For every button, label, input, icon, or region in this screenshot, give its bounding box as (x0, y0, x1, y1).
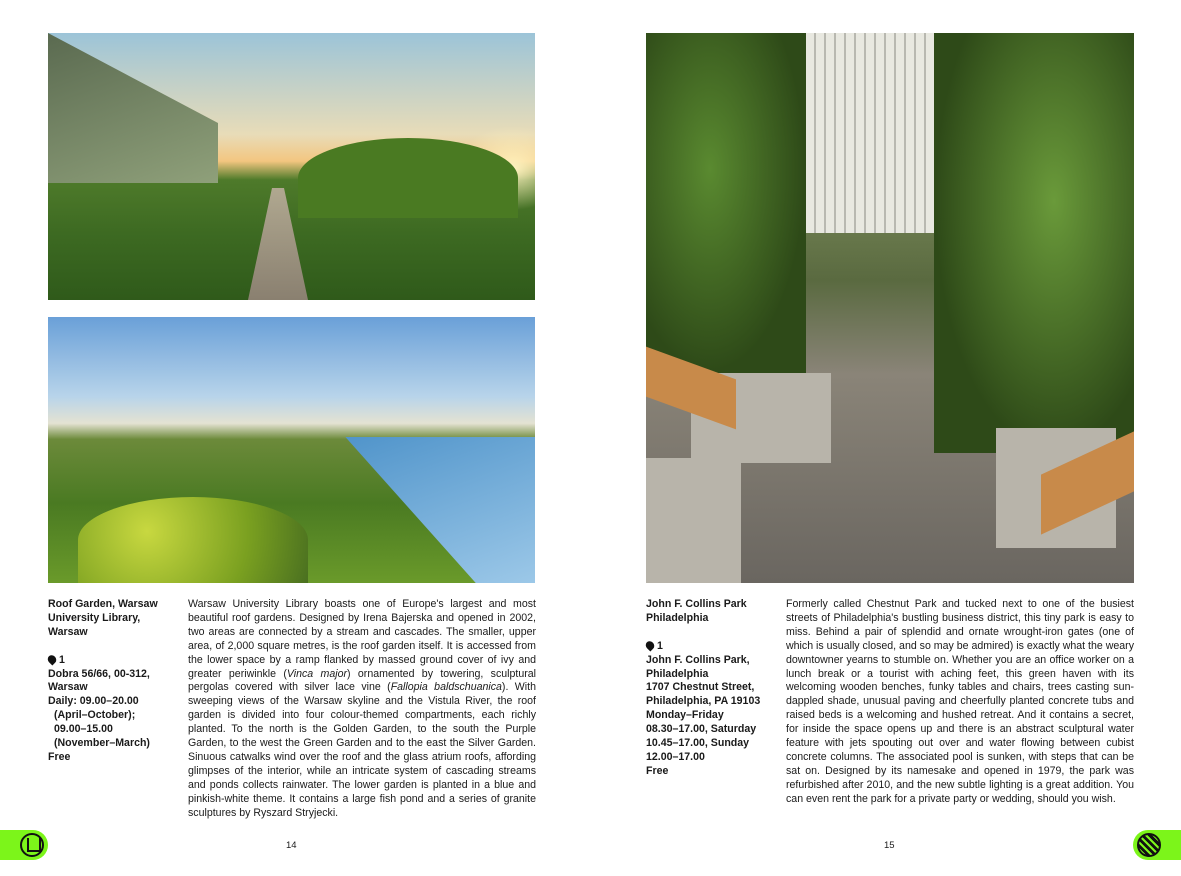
price: Free (646, 764, 669, 777)
latin-name: Fallopia baldschuanica (390, 681, 502, 694)
map-pin-icon (644, 639, 656, 651)
glass-atrium-roof (298, 437, 535, 583)
address-line: Warsaw (48, 681, 88, 694)
page-number-left: 14 (286, 840, 297, 851)
address-line: Dobra 56/66, 00-312, (48, 667, 150, 680)
address-line: Philadelphia (646, 667, 709, 680)
title-line: Roof Garden, Warsaw (48, 598, 158, 610)
grass-mound (298, 138, 518, 218)
hours-line: 10.45–17.00, Sunday (646, 737, 750, 750)
hours-line: Daily: 09.00–20.00 (48, 695, 139, 708)
hours-line: Monday–Friday (646, 709, 724, 722)
map-ref (646, 640, 786, 654)
glass-facade (48, 33, 218, 183)
roof-garden-photo-sunset (48, 33, 535, 300)
right-entry-body: Formerly called Chestnut Park and tucked next to one of the busiest streets of Philadelphia's bustling business district, this tiny park is easy to miss. Behind a pair of splendid and ornate wrought-iron gates (one of which is usually closed, and so may be admired) is exactly what the weary downtowner yearns to stumble on. Whether you are an office worker on a lunch break or a tourist with aching feet, this green haven with its welcoming wooden benches, funky tables and chairs, trees casting sun-dappled shade, unusual paving and cheerfully planted concrete tubs and raised beds is a welcoming and hushed retreat. And it contains a secret, for inside the space opens up and there is an abstract sculptural water feature with jets spouting out over and water flowing between cubist concrete columns. The associated pool is sunken, with steps that can be sat on. Designed by its namesake and opened in 1979, the park was refurbished after 2010, and the new subtle lighting is a great addition. You can even rent the park for a private party or wedding, should you wish. (786, 598, 1134, 805)
fork-circle-icon (20, 833, 44, 857)
hours-line: 09.00–15.00 (54, 723, 113, 736)
roof-garden-photo-aerial (48, 317, 535, 583)
left-entry-sidebar (48, 598, 183, 765)
hours-line: 08.30–17.00, Saturday (646, 723, 757, 736)
address-line: Philadelphia, PA 19103 (646, 695, 761, 708)
right-entry-sidebar (646, 598, 786, 779)
section-tab-right (1133, 830, 1181, 860)
hours-line: (November–March) (54, 737, 150, 750)
trees-right (934, 33, 1134, 453)
title-line: University Library, (48, 611, 141, 624)
body-text: ). With sweeping views of the Warsaw skyline and the Vistula River, the roof garden is divided into four colour-themed compartments, each richly planted. To the north is the Golden Garden, to the south the Purple Garden, to the west the Green Garden and to the east the Silver Garden. Sinuous catwalks wind over the roof and the glass atrium roofs, affording glimpses of the interior, while an intricate system of cascading streams and ponds collects rainwater. The lower garden is planted in a blue and pinkish-white theme. It contains a large fish pond and a series of granite sculptures by Ryszard Stryjecki. (188, 681, 536, 819)
title-line: Philadelphia (646, 611, 709, 624)
latin-name: Vinca major (286, 667, 348, 680)
striped-circle-icon (1137, 833, 1161, 857)
background-building (806, 33, 936, 233)
hours-line: (April–October); (54, 709, 136, 722)
trees-left (646, 33, 806, 373)
map-pin-icon (46, 653, 58, 665)
shrub-beds (78, 497, 308, 583)
concrete-planter (646, 458, 741, 583)
title-line: Warsaw (48, 625, 88, 638)
title-line: John F. Collins Park (646, 598, 747, 610)
map-ref-number: 1 (59, 653, 65, 666)
collins-park-photo (646, 33, 1134, 583)
map-ref (48, 654, 183, 668)
body-text: Warsaw University Library boasts one of Europe's largest and most beautiful roof gardens. Designed by Irena Bajerska and opened in 2002, two areas are connected by a stream and cascades. The smaller, upper area, of 2,000 square metres, is the roof garden itself. It is accessed from the lower space by a ramp flanked by massed ground cover of ivy and greater periwinkle ( (188, 598, 536, 680)
body-text: ) ornamented by towering, sculptural pergolas covered with silver lace vine ( (188, 667, 536, 694)
price: Free (48, 750, 71, 763)
address-line: John F. Collins Park, (646, 653, 750, 666)
address-line: 1707 Chestnut Street, (646, 681, 755, 694)
entry-title (48, 598, 183, 640)
hours-line: 12.00–17.00 (646, 750, 705, 763)
section-tab-left (0, 830, 48, 860)
left-entry-body (188, 598, 536, 821)
page-number-right: 15 (884, 840, 895, 851)
map-ref-number: 1 (657, 639, 663, 652)
